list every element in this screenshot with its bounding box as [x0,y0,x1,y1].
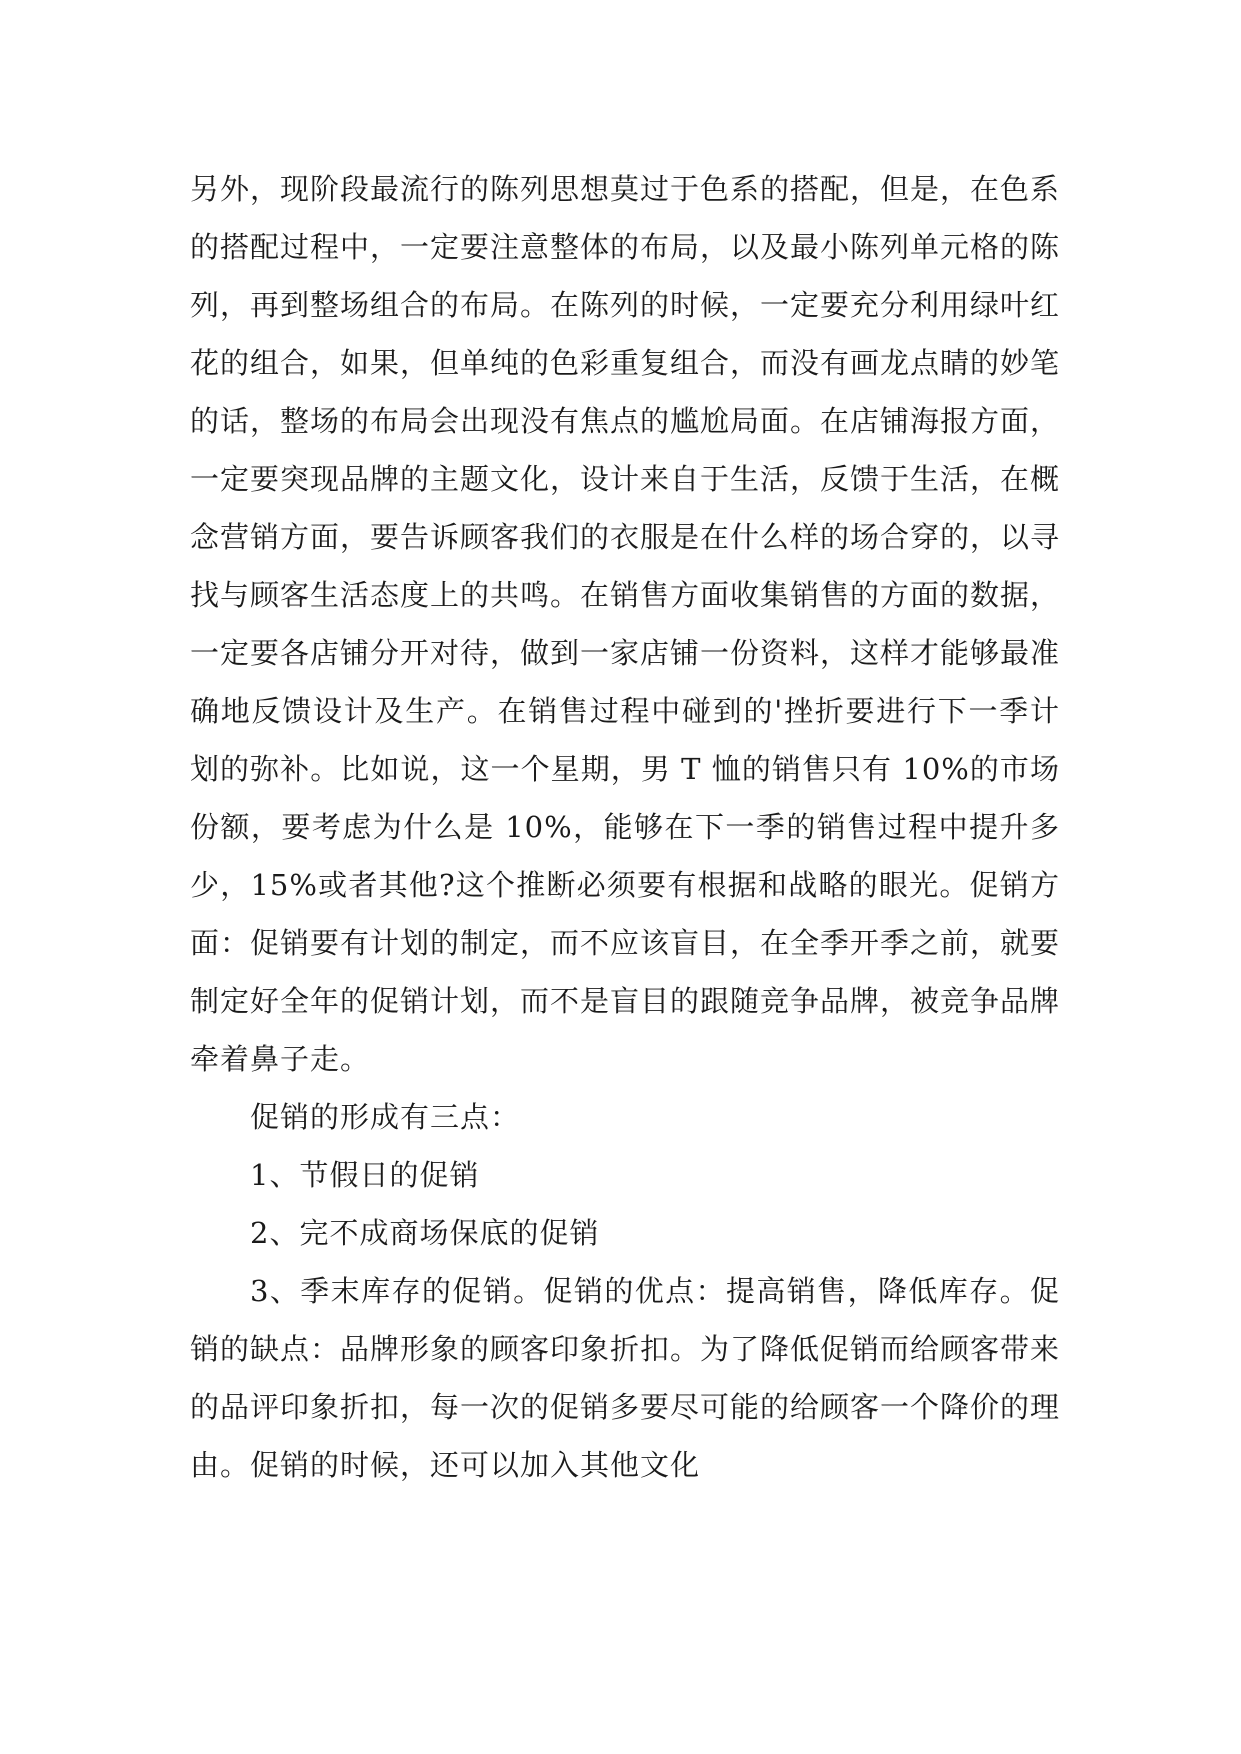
list-item-holiday-promotion: 1、节假日的促销 [250,1158,480,1192]
paragraph-display-strategy: 另外，现阶段最流行的陈列思想莫过于色系的搭配，但是，在色系的搭配过程中，一定要注意整体的布局，以及最小陈列单元格的陈列，再到整场组合的布局。在陈列的时候，一定要充分利用绿叶红花的组合，如果，但单纯的色彩重复组合，而没有画龙点睛的妙笔的话，整场的布局会出现没有焦点的尴尬局面。在店铺海报方面，一定要突现品牌的主题文化，设计来自于生活，反馈于生活，在概念营销方面，要告诉顾客我们的衣服是在什么样的场合穿的，以寻找与顾客生活态度上的共鸣。在销售方面收集销售的方面的数据，一定要各店铺分开对待，做到一家店铺一份资料，这样才能够最准确地反馈设计及生产。在销售过程中碰到的'挫折要进行下一季计划的弥补。比如说，这一个星期，男 T 恤的销售只有 10%的市场份额，要考虑为什么是 10%，能够在下一季的销售过程中提升多少，15%或者其他?这个推断必须要有根据和战略的眼光。促销方面：促销要有计划的制定，而不应该盲目，在全季开季之前，就要制定好全年的促销计划，而不是盲目的跟随竞争品牌，被竞争品牌牵着鼻子走。 [190,172,1061,1076]
list-item-mall-minimum-promotion: 2、完不成商场保底的促销 [250,1216,600,1250]
paragraph-promotion-forms-heading: 促销的形成有三点： [250,1100,521,1134]
document-body [190,160,1060,1494]
list-item-season-end-promotion: 3、季末库存的促销。促销的优点：提高销售，降低库存。促销的缺点：品牌形象的顾客印象折扣。为了降低促销而给顾客带来的品评印象折扣，每一次的促销多要尽可能的给顾客一个降价的理由。促销的时候，还可以加入其他文化 [190,1274,1061,1482]
